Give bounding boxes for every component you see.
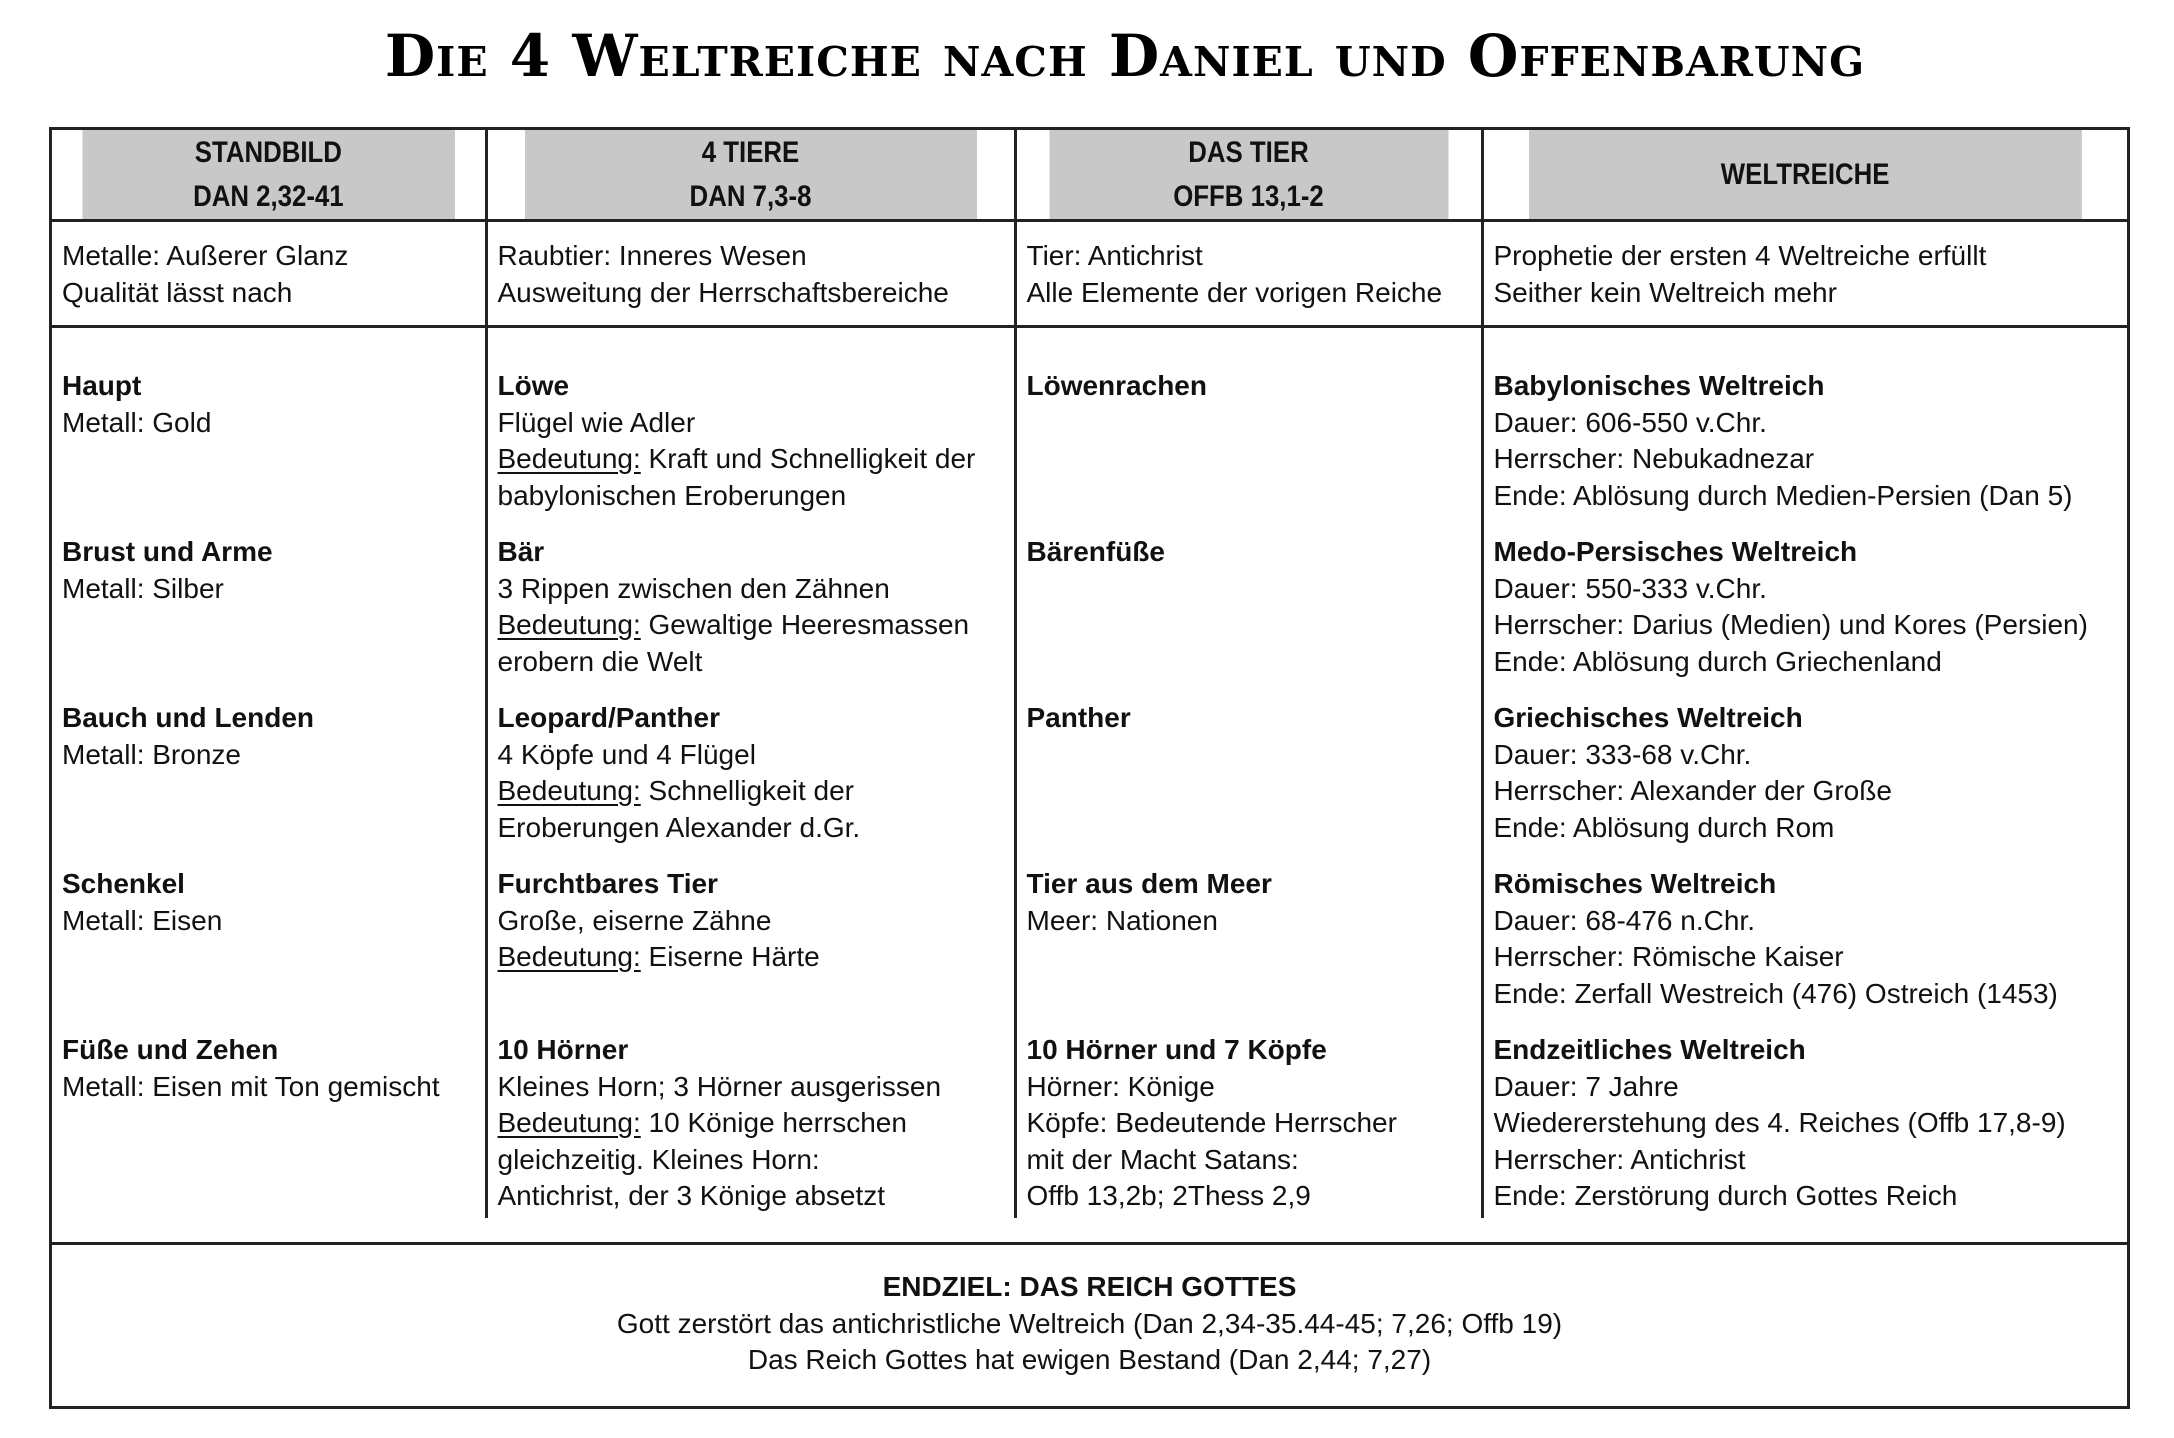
entry-text: Herrscher: Antichrist xyxy=(1493,1143,1746,1175)
intro-row xyxy=(52,221,2127,327)
tiere-entry xyxy=(498,534,1004,700)
header-line: STANDBILD xyxy=(194,135,342,169)
tiere-entry xyxy=(498,700,1004,866)
entry-title: Endzeitliches Weltreich xyxy=(1493,1034,1806,1065)
entry-text: Metall: Bronze xyxy=(62,738,241,770)
tier-entry xyxy=(1027,700,1471,866)
meaning-text: Kraft und Schnelligkeit der xyxy=(640,443,976,474)
tiere-entry xyxy=(498,368,1004,534)
tier-entry xyxy=(1026,1032,1471,1211)
standbild-entry xyxy=(62,1032,475,1198)
meaning-text: Gewaltige Heeresmassen xyxy=(640,609,970,640)
entry-title: Haupt xyxy=(62,370,142,401)
entry-text: Dauer: 7 Jahre xyxy=(1493,1070,1679,1102)
entry-title: Bauch und Lenden xyxy=(62,702,314,733)
entry-title: Furchtbares Tier xyxy=(497,868,718,899)
meaning-line xyxy=(498,607,1004,644)
entry-text: babylonischen Eroberungen xyxy=(497,479,847,511)
entry-text: Herrscher: Alexander der Große xyxy=(1493,775,1892,806)
entry-text: erobern die Welt xyxy=(497,645,703,677)
intro-line: Raubtier: Inneres Wesen xyxy=(497,240,807,271)
entry-text: Herrscher: Nebukadnezar xyxy=(1493,443,1815,474)
intro-cell xyxy=(1015,221,1482,327)
standbild-column xyxy=(52,327,486,1219)
header-line: DAS TIER xyxy=(1188,135,1309,169)
intro-cell xyxy=(52,221,486,327)
weltreich-entry xyxy=(1494,700,2118,866)
entry-text: Meer: Nationen xyxy=(1026,904,1218,936)
entry-text: Metall: Gold xyxy=(62,406,212,438)
entry-title: Babylonisches Weltreich xyxy=(1493,370,1825,401)
footer-line: Das Reich Gottes hat ewigen Bestand (Dan 2,44; 7,27) xyxy=(747,1344,1432,1375)
entry-text: Dauer: 68-476 n.Chr. xyxy=(1493,904,1755,936)
entry-text: Metall: Eisen mit Ton gemischt xyxy=(62,1070,440,1102)
entry-title: 10 Hörner xyxy=(497,1034,629,1065)
header-line: DAN 2,32-41 xyxy=(193,179,344,213)
entry-title: Schenkel xyxy=(62,868,185,899)
entry-text: Ende: Ablösung durch Griechenland xyxy=(1493,645,1942,677)
entry-title: 10 Hörner und 7 Köpfe xyxy=(1026,1034,1327,1065)
entry-text: Hörner: Könige xyxy=(1026,1070,1215,1102)
entry-text: Wiedererstehung des 4. Reiches (Offb 17,8-9) xyxy=(1493,1107,2066,1138)
footer-line: Gott zerstört das antichristliche Weltreich (Dan 2,34-35.44-45; 7,26; Offb 19) xyxy=(616,1307,1563,1339)
intro-line: Ausweitung der Herrschaftsbereiche xyxy=(497,276,949,308)
page-title: Die 4 Weltreiche nach Daniel und Offenbarung xyxy=(384,22,1866,90)
intro-line: Qualität lässt nach xyxy=(62,276,293,308)
entry-text: Ende: Ablösung durch Medien-Persien (Dan 5) xyxy=(1493,479,2073,511)
entry-text: Herrscher: Darius (Medien) und Kores (Persien) xyxy=(1493,609,2088,640)
tier-entry xyxy=(1027,368,1471,534)
tiere-column xyxy=(486,327,1015,1219)
weltreich-entry xyxy=(1494,866,2118,1032)
meaning-text: Eiserne Härte xyxy=(640,941,820,972)
entry-title: Löwe xyxy=(497,370,570,401)
meaning-text: Schnelligkeit der xyxy=(640,775,854,806)
tiere-entry xyxy=(498,866,1004,1032)
entry-title: Brust und Arme xyxy=(62,536,273,567)
entry-text: Köpfe: Bedeutende Herrscher xyxy=(1026,1107,1397,1138)
weltreich-entry xyxy=(1493,1032,2118,1211)
intro-line: Alle Elemente der vorigen Reiche xyxy=(1026,276,1443,308)
meaning-label: Bedeutung: xyxy=(497,941,641,972)
header-line: 4 TIERE xyxy=(701,135,800,169)
intro-cell xyxy=(1482,221,2127,327)
intro-line: Tier: Antichrist xyxy=(1026,240,1203,271)
entry-text: Dauer: 550-333 v.Chr. xyxy=(1493,572,1767,604)
entry-text: gleichzeitig. Kleines Horn: xyxy=(497,1143,820,1175)
weltreich-entry xyxy=(1494,534,2118,700)
entry-title: Leopard/Panther xyxy=(497,702,720,733)
entry-text: Metall: Silber xyxy=(62,572,224,604)
das-tier-column xyxy=(1015,327,1482,1219)
header-das-tier xyxy=(1048,130,1450,221)
meaning-line xyxy=(498,773,1004,810)
entry-title: Griechisches Weltreich xyxy=(1493,702,1803,733)
entry-text: Ende: Ablösung durch Rom xyxy=(1493,811,1835,843)
entry-text: Offb 13,2b; 2Thess 2,9 xyxy=(1026,1180,1311,1211)
body-row xyxy=(52,327,2127,1219)
intro-line: Metalle: Außerer Glanz xyxy=(62,240,349,271)
header-line: WELTREICHE xyxy=(1720,157,1890,191)
overview-table xyxy=(49,127,2130,1409)
tier-entry xyxy=(1027,866,1471,1032)
entry-title: Römisches Weltreich xyxy=(1493,868,1777,899)
entry-text: Ende: Zerstörung durch Gottes Reich xyxy=(1493,1180,1958,1211)
standbild-entry xyxy=(62,866,475,1032)
entry-title: Medo-Persisches Weltreich xyxy=(1493,536,1858,567)
entry-text: Ende: Zerfall Westreich (476) Ostreich (1453) xyxy=(1493,977,2058,1009)
entry-text: Dauer: 333-68 v.Chr. xyxy=(1493,738,1752,770)
entry-text: Metall: Eisen xyxy=(62,904,223,936)
entry-title: Panther xyxy=(1026,702,1131,733)
footer-title: ENDZIEL: DAS REICH GOTTES xyxy=(882,1271,1297,1302)
meaning-label: Bedeutung: xyxy=(497,1107,641,1138)
entry-title: Bärenfüße xyxy=(1026,536,1165,567)
header-standbild xyxy=(82,130,455,221)
header-row xyxy=(52,130,2127,221)
meaning-label: Bedeutung: xyxy=(497,609,641,640)
meaning-line xyxy=(498,939,1004,976)
meaning-label: Bedeutung: xyxy=(497,775,641,806)
entry-title: Tier aus dem Meer xyxy=(1026,868,1272,899)
entry-text: Antichrist, der 3 Könige absetzt xyxy=(497,1180,886,1211)
weltreiche-column xyxy=(1482,327,2127,1219)
meaning-line xyxy=(498,441,1004,478)
entry-title: Bär xyxy=(497,536,545,567)
header-line: DAN 7,3-8 xyxy=(689,179,812,213)
entry-title: Löwenrachen xyxy=(1026,370,1207,401)
entry-text: Flügel wie Adler xyxy=(497,406,696,438)
tier-entry xyxy=(1027,534,1471,700)
entry-text: 3 Rippen zwischen den Zähnen xyxy=(497,572,890,604)
meaning-label: Bedeutung: xyxy=(497,443,641,474)
standbild-entry xyxy=(62,368,475,534)
entry-text: Dauer: 606-550 v.Chr. xyxy=(1493,406,1767,438)
footer-summary xyxy=(52,1242,2127,1406)
entry-text: mit der Macht Satans: xyxy=(1026,1143,1299,1175)
header-line: OFFB 13,1-2 xyxy=(1173,179,1324,213)
standbild-entry xyxy=(62,700,475,866)
meaning-line xyxy=(498,1105,1004,1142)
entry-text: Eroberungen Alexander d.Gr. xyxy=(497,811,861,843)
standbild-entry xyxy=(62,534,475,700)
header-tiere xyxy=(523,130,978,221)
intro-line: Prophetie der ersten 4 Weltreiche erfüllt xyxy=(1493,240,1987,271)
tiere-entry xyxy=(497,1032,1004,1211)
entry-text: Große, eiserne Zähne xyxy=(497,904,772,936)
intro-cell xyxy=(486,221,1015,327)
intro-line: Seither kein Weltreich mehr xyxy=(1493,276,1837,308)
weltreich-entry xyxy=(1494,368,2118,534)
header-weltreiche xyxy=(1527,130,2082,221)
entry-title: Füße und Zehen xyxy=(62,1034,279,1065)
entry-text: 4 Köpfe und 4 Flügel xyxy=(497,738,756,770)
entry-text: Herrscher: Römische Kaiser xyxy=(1493,941,1844,972)
entry-text: Kleines Horn; 3 Hörner ausgerissen xyxy=(497,1070,942,1102)
meaning-text: 10 Könige herrschen xyxy=(640,1107,907,1138)
